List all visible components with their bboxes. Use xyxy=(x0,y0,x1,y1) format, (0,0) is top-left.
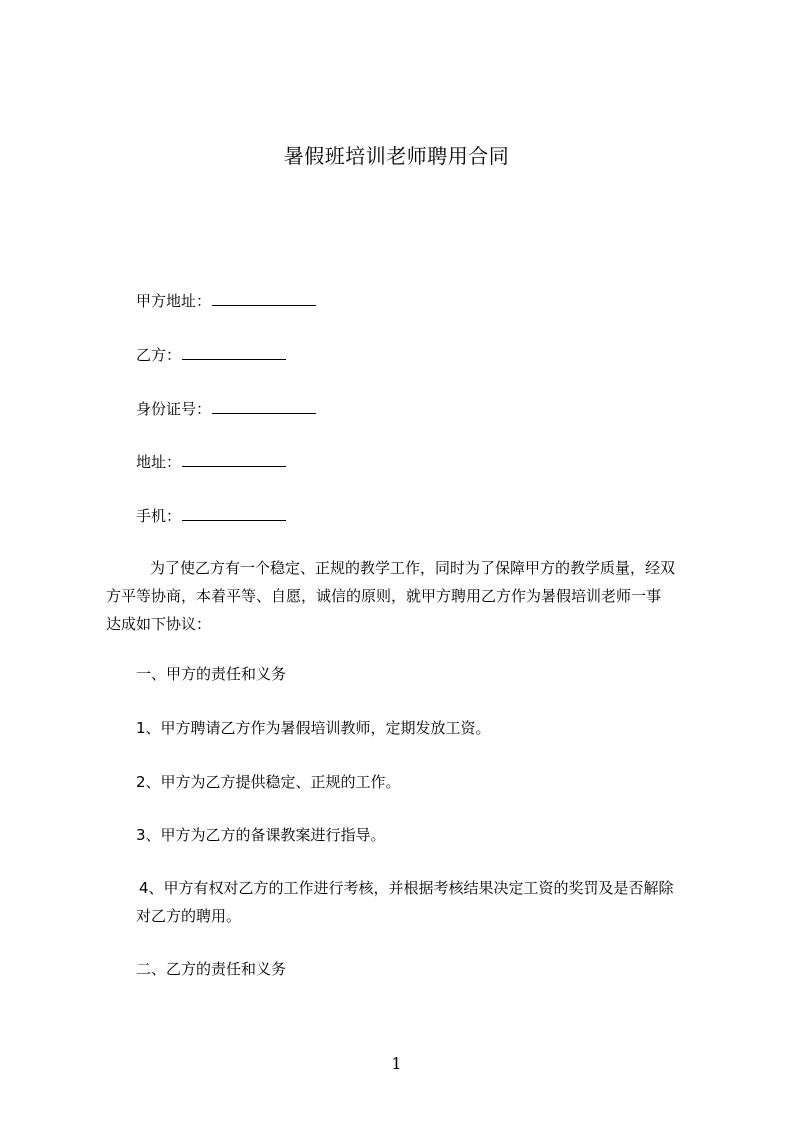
section-heading-party-a: 一、甲方的责任和义务 xyxy=(136,665,287,683)
fill-in-blank xyxy=(212,399,316,414)
clause-item: 2、甲方为乙方提供稳定、正规的工作。 xyxy=(136,773,401,791)
section-heading-party-b: 二、乙方的责任和义务 xyxy=(136,960,287,978)
page-number: 1 xyxy=(391,1054,402,1073)
fill-in-blank xyxy=(182,506,286,521)
intro-line: 达成如下协议： xyxy=(106,615,212,633)
field-label: 地址： xyxy=(136,453,182,471)
document-title: 暑假班培训老师聘用合同 xyxy=(283,144,510,168)
clause-line: 4、甲方有权对乙方的工作进行考核，并根据考核结果决定工资的奖罚及是否解除 xyxy=(139,879,674,897)
field-label: 手机： xyxy=(136,507,182,525)
intro-line: 为了使乙方有一个稳定、正规的教学工作，同时为了保障甲方的教学质量，经双 xyxy=(150,559,676,577)
intro-paragraph xyxy=(106,554,716,638)
field-address xyxy=(136,452,286,472)
field-label: 乙方： xyxy=(136,346,182,364)
clause-item: 3、甲方为乙方的备课教案进行指导。 xyxy=(136,826,386,844)
field-label: 甲方地址： xyxy=(136,292,212,310)
fill-in-blank xyxy=(212,291,316,306)
field-party-a-address xyxy=(136,291,316,311)
field-mobile xyxy=(136,506,286,526)
field-id-number xyxy=(136,399,316,419)
clause-item-4 xyxy=(136,874,716,930)
field-party-b xyxy=(136,345,286,365)
clause-item: 1、甲方聘请乙方作为暑假培训教师，定期发放工资。 xyxy=(136,719,491,737)
clause-line: 对乙方的聘用。 xyxy=(136,907,242,925)
fill-in-blank xyxy=(182,345,286,360)
fill-in-blank xyxy=(182,452,286,467)
field-label: 身份证号： xyxy=(136,400,212,418)
intro-line: 方平等协商，本着平等、自愿，诚信的原则，就甲方聘用乙方作为暑假培训老师一事 xyxy=(106,587,662,605)
